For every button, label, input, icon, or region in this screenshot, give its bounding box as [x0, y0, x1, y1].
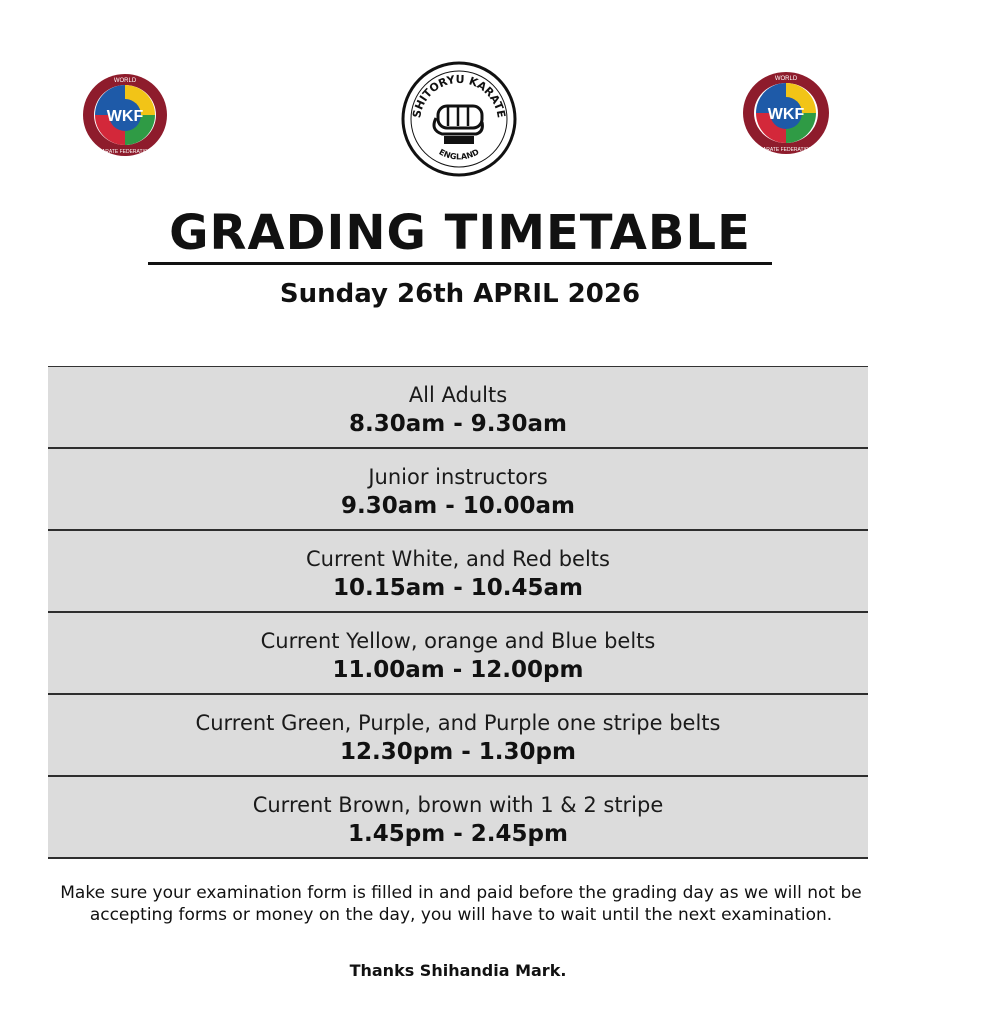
group-label: All Adults	[408, 383, 508, 407]
time-slot: 8.30am - 9.30am	[348, 411, 568, 437]
time-slot: 12.30pm - 1.30pm	[340, 739, 576, 765]
group-label: Current Brown, brown with 1 & 2 stripe	[252, 793, 664, 817]
timetable-row	[48, 367, 868, 449]
wkf-ring-bottom: KARATE FEDERATION	[98, 149, 152, 155]
wkf-logo-left	[80, 72, 170, 158]
event-date: Sunday 26th APRIL 2026	[279, 279, 641, 309]
timetable-row	[48, 531, 868, 613]
time-slot: 10.15am - 10.45am	[332, 575, 584, 601]
group-label: Junior instructors	[368, 465, 548, 489]
timetable-row	[48, 613, 868, 695]
time-slot: 11.00am - 12.00pm	[332, 657, 584, 683]
shitoryu-karate-logo	[400, 60, 518, 178]
group-label: Current White, and Red belts	[306, 547, 610, 571]
title-underline	[148, 262, 772, 265]
page-title: GRADING TIMETABLE	[169, 205, 751, 261]
timetable-row	[48, 449, 868, 531]
timetable-row	[48, 777, 868, 859]
wkf-ring-bottom: KARATE FEDERATION	[759, 147, 813, 153]
wkf-ring-top: WORLD	[113, 78, 137, 84]
wkf-ring-top: WORLD	[774, 76, 798, 82]
footer-thanks: Thanks Shihandia Mark.	[349, 961, 567, 980]
time-slot: 9.30am - 10.00am	[340, 493, 576, 519]
wkf-text: WKF	[767, 106, 805, 123]
wkf-text: WKF	[106, 108, 144, 125]
timetable-row	[48, 695, 868, 777]
footer-note: Make sure your examination form is filled in and paid before the grading day as we will not be accepting forms or money on the day, you will have to wait until the next examination.	[60, 883, 862, 925]
timetable	[48, 366, 868, 859]
group-label: Current Green, Purple, and Purple one stripe belts	[195, 711, 721, 735]
group-label: Current Yellow, orange and Blue belts	[260, 629, 656, 653]
wkf-logo-right	[740, 70, 832, 156]
shitoryu-ring-bottom: ENGLAND	[437, 147, 481, 162]
time-slot: 1.45pm - 2.45pm	[348, 821, 568, 847]
shitoryu-ring-top: SHITORYU KARATE	[410, 72, 508, 119]
